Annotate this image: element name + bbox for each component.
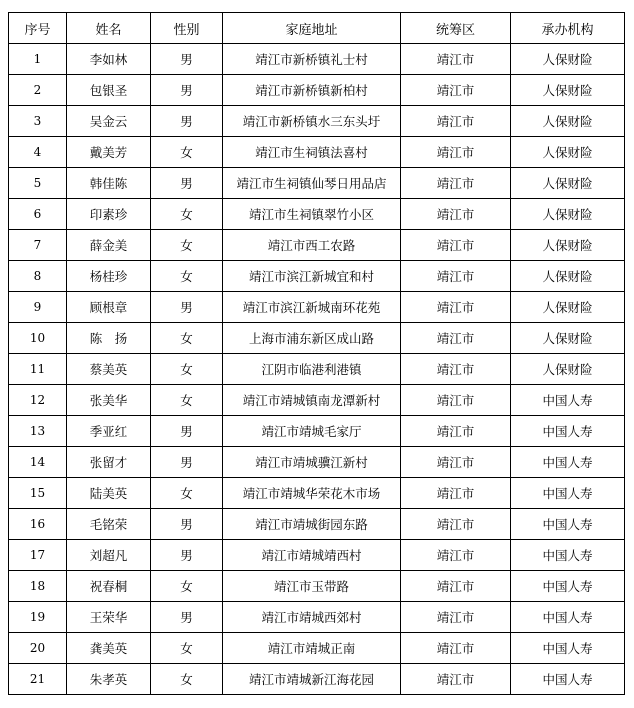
serial-number-cell: 9 — [9, 292, 67, 323]
undertaking-agency-cell: 中国人寿 — [511, 540, 625, 571]
undertaking-agency-cell: 人保财险 — [511, 168, 625, 199]
table-row — [9, 664, 625, 695]
serial-number-cell: 19 — [9, 602, 67, 633]
gender-cell: 女 — [151, 385, 223, 416]
coordination-area-cell: 靖江市 — [401, 447, 511, 478]
undertaking-agency-cell: 中国人寿 — [511, 478, 625, 509]
undertaking-agency-cell: 人保财险 — [511, 323, 625, 354]
table-row — [9, 478, 625, 509]
serial-number-cell: 21 — [9, 664, 67, 695]
header-serial-number: 序号 — [9, 13, 67, 44]
coordination-area-cell: 靖江市 — [401, 633, 511, 664]
gender-cell: 女 — [151, 354, 223, 385]
header-coordination-area: 统筹区 — [401, 13, 511, 44]
serial-number-cell: 3 — [9, 106, 67, 137]
header-undertaking-agency: 承办机构 — [511, 13, 625, 44]
table-row — [9, 230, 625, 261]
coordination-area-cell: 靖江市 — [401, 292, 511, 323]
undertaking-agency-cell: 中国人寿 — [511, 602, 625, 633]
home-address-cell: 上海市浦东新区成山路 — [223, 323, 401, 354]
name-cell: 戴美芳 — [67, 137, 151, 168]
home-address-cell: 靖江市新桥镇水三东头圩 — [223, 106, 401, 137]
name-cell: 印素珍 — [67, 199, 151, 230]
name-cell: 李如林 — [67, 44, 151, 75]
insured-persons-table — [8, 12, 625, 695]
gender-cell: 女 — [151, 230, 223, 261]
undertaking-agency-cell: 人保财险 — [511, 199, 625, 230]
undertaking-agency-cell: 中国人寿 — [511, 571, 625, 602]
serial-number-cell: 5 — [9, 168, 67, 199]
name-cell: 包银圣 — [67, 75, 151, 106]
gender-cell: 男 — [151, 447, 223, 478]
gender-cell: 男 — [151, 509, 223, 540]
coordination-area-cell: 靖江市 — [401, 416, 511, 447]
home-address-cell: 靖江市靖城西郊村 — [223, 602, 401, 633]
serial-number-cell: 1 — [9, 44, 67, 75]
gender-cell: 男 — [151, 44, 223, 75]
coordination-area-cell: 靖江市 — [401, 106, 511, 137]
name-cell: 顾根章 — [67, 292, 151, 323]
coordination-area-cell: 靖江市 — [401, 137, 511, 168]
home-address-cell: 靖江市玉带路 — [223, 571, 401, 602]
home-address-cell: 靖江市靖城骥江新村 — [223, 447, 401, 478]
serial-number-cell: 2 — [9, 75, 67, 106]
coordination-area-cell: 靖江市 — [401, 664, 511, 695]
name-cell: 吴金云 — [67, 106, 151, 137]
name-cell: 刘超凡 — [67, 540, 151, 571]
coordination-area-cell: 靖江市 — [401, 602, 511, 633]
home-address-cell: 靖江市西工农路 — [223, 230, 401, 261]
serial-number-cell: 10 — [9, 323, 67, 354]
table-row — [9, 199, 625, 230]
name-cell: 杨桂珍 — [67, 261, 151, 292]
serial-number-cell: 4 — [9, 137, 67, 168]
home-address-cell: 靖江市生祠镇仙琴日用品店 — [223, 168, 401, 199]
home-address-cell: 靖江市靖城镇南龙潭新村 — [223, 385, 401, 416]
header-home-address: 家庭地址 — [223, 13, 401, 44]
home-address-cell: 靖江市生祠镇翠竹小区 — [223, 199, 401, 230]
name-cell: 薛金美 — [67, 230, 151, 261]
gender-cell: 女 — [151, 137, 223, 168]
undertaking-agency-cell: 人保财险 — [511, 354, 625, 385]
table-row — [9, 261, 625, 292]
coordination-area-cell: 靖江市 — [401, 385, 511, 416]
serial-number-cell: 12 — [9, 385, 67, 416]
coordination-area-cell: 靖江市 — [401, 509, 511, 540]
gender-cell: 男 — [151, 106, 223, 137]
coordination-area-cell: 靖江市 — [401, 261, 511, 292]
undertaking-agency-cell: 中国人寿 — [511, 385, 625, 416]
table-row — [9, 354, 625, 385]
home-address-cell: 靖江市滨江新城南环花苑 — [223, 292, 401, 323]
name-cell: 张美华 — [67, 385, 151, 416]
serial-number-cell: 8 — [9, 261, 67, 292]
undertaking-agency-cell: 人保财险 — [511, 261, 625, 292]
gender-cell: 男 — [151, 540, 223, 571]
table-row — [9, 447, 625, 478]
name-cell: 陈 扬 — [67, 323, 151, 354]
home-address-cell: 靖江市生祠镇法喜村 — [223, 137, 401, 168]
name-cell: 蔡美英 — [67, 354, 151, 385]
undertaking-agency-cell: 人保财险 — [511, 75, 625, 106]
coordination-area-cell: 靖江市 — [401, 199, 511, 230]
undertaking-agency-cell: 中国人寿 — [511, 447, 625, 478]
serial-number-cell: 11 — [9, 354, 67, 385]
gender-cell: 男 — [151, 416, 223, 447]
table-row — [9, 44, 625, 75]
gender-cell: 男 — [151, 602, 223, 633]
name-cell: 韩佳陈 — [67, 168, 151, 199]
header-name: 姓名 — [67, 13, 151, 44]
home-address-cell: 靖江市靖城正南 — [223, 633, 401, 664]
table-row — [9, 106, 625, 137]
table-row — [9, 323, 625, 354]
name-cell: 龚美英 — [67, 633, 151, 664]
gender-cell: 男 — [151, 292, 223, 323]
gender-cell: 女 — [151, 571, 223, 602]
coordination-area-cell: 靖江市 — [401, 230, 511, 261]
serial-number-cell: 14 — [9, 447, 67, 478]
home-address-cell: 靖江市滨江新城宜和村 — [223, 261, 401, 292]
coordination-area-cell: 靖江市 — [401, 44, 511, 75]
gender-cell: 女 — [151, 478, 223, 509]
coordination-area-cell: 靖江市 — [401, 540, 511, 571]
gender-cell: 女 — [151, 261, 223, 292]
undertaking-agency-cell: 人保财险 — [511, 292, 625, 323]
undertaking-agency-cell: 人保财险 — [511, 230, 625, 261]
undertaking-agency-cell: 人保财险 — [511, 44, 625, 75]
table-header-row — [9, 13, 625, 44]
coordination-area-cell: 靖江市 — [401, 168, 511, 199]
coordination-area-cell: 靖江市 — [401, 571, 511, 602]
table-row — [9, 509, 625, 540]
name-cell: 季亚红 — [67, 416, 151, 447]
home-address-cell: 靖江市靖城华荣花木市场 — [223, 478, 401, 509]
home-address-cell: 靖江市靖城街园东路 — [223, 509, 401, 540]
undertaking-agency-cell: 人保财险 — [511, 137, 625, 168]
serial-number-cell: 15 — [9, 478, 67, 509]
gender-cell: 男 — [151, 75, 223, 106]
undertaking-agency-cell: 中国人寿 — [511, 416, 625, 447]
gender-cell: 女 — [151, 199, 223, 230]
home-address-cell: 靖江市靖城靖西村 — [223, 540, 401, 571]
serial-number-cell: 18 — [9, 571, 67, 602]
name-cell: 毛铭荣 — [67, 509, 151, 540]
coordination-area-cell: 靖江市 — [401, 354, 511, 385]
home-address-cell: 江阴市临港利港镇 — [223, 354, 401, 385]
table-row — [9, 137, 625, 168]
name-cell: 王荣华 — [67, 602, 151, 633]
gender-cell: 女 — [151, 664, 223, 695]
undertaking-agency-cell: 人保财险 — [511, 106, 625, 137]
gender-cell: 女 — [151, 633, 223, 664]
undertaking-agency-cell: 中国人寿 — [511, 664, 625, 695]
undertaking-agency-cell: 中国人寿 — [511, 633, 625, 664]
home-address-cell: 靖江市靖城新江海花园 — [223, 664, 401, 695]
table-row — [9, 292, 625, 323]
name-cell: 陆美英 — [67, 478, 151, 509]
table-row — [9, 571, 625, 602]
name-cell: 张留才 — [67, 447, 151, 478]
serial-number-cell: 20 — [9, 633, 67, 664]
serial-number-cell: 17 — [9, 540, 67, 571]
table-row — [9, 168, 625, 199]
coordination-area-cell: 靖江市 — [401, 478, 511, 509]
home-address-cell: 靖江市靖城毛家厅 — [223, 416, 401, 447]
header-gender: 性别 — [151, 13, 223, 44]
gender-cell: 女 — [151, 323, 223, 354]
name-cell: 祝春桐 — [67, 571, 151, 602]
table-row — [9, 602, 625, 633]
serial-number-cell: 7 — [9, 230, 67, 261]
undertaking-agency-cell: 中国人寿 — [511, 509, 625, 540]
table-body — [9, 44, 625, 695]
table-row — [9, 540, 625, 571]
coordination-area-cell: 靖江市 — [401, 75, 511, 106]
table-row — [9, 633, 625, 664]
table-row — [9, 75, 625, 106]
table-row — [9, 385, 625, 416]
name-cell: 朱孝英 — [67, 664, 151, 695]
home-address-cell: 靖江市新桥镇新柏村 — [223, 75, 401, 106]
coordination-area-cell: 靖江市 — [401, 323, 511, 354]
table-row — [9, 416, 625, 447]
serial-number-cell: 16 — [9, 509, 67, 540]
serial-number-cell: 6 — [9, 199, 67, 230]
serial-number-cell: 13 — [9, 416, 67, 447]
gender-cell: 男 — [151, 168, 223, 199]
home-address-cell: 靖江市新桥镇礼士村 — [223, 44, 401, 75]
